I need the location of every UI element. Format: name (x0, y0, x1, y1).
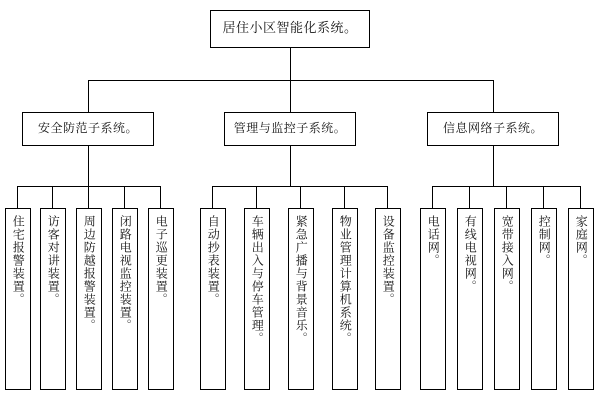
leaf-node-security-2 (40, 208, 66, 390)
connector-security-leaf4 (124, 186, 125, 208)
leaf-node-security-5-label: 电子巡更装置。 (154, 215, 169, 306)
leaf-node-management-1 (200, 208, 226, 390)
connector-management-leaf2 (256, 186, 257, 208)
connector-security-leaf1 (17, 186, 18, 208)
branch-node-security (22, 112, 154, 146)
leaf-node-management-3-label: 紧急广播与背景音乐。 (294, 215, 309, 345)
leaf-node-network-4-label: 控制网。 (537, 215, 552, 267)
leaf-node-security-3 (76, 208, 102, 390)
branch-node-network-label: 信息网络子系统。 (442, 121, 543, 136)
connector-security-leaf2 (52, 186, 53, 208)
connector-network-leaf3 (506, 186, 507, 208)
leaf-node-network-1-label: 电话网。 (426, 215, 441, 267)
leaf-node-management-4-label: 物业管理计算机系统。 (338, 215, 353, 345)
leaf-node-network-3-label: 宽带接入网。 (500, 215, 515, 293)
connector-management-leaf3 (300, 186, 301, 208)
leaf-node-management-3 (288, 208, 314, 390)
branch-node-network (427, 112, 559, 146)
branch-node-security-label: 安全防范子系统。 (37, 121, 138, 136)
leaf-node-security-3-label: 周边防越报警装置。 (82, 215, 97, 332)
leaf-node-management-5 (375, 208, 401, 390)
leaf-node-management-1-label: 自动抄表装置。 (206, 215, 221, 306)
connector-branch1-drop (88, 80, 89, 112)
leaf-node-network-5-label: 家庭网。 (574, 215, 589, 267)
connector-management-leaf5 (387, 186, 388, 208)
branch-node-management (224, 112, 356, 146)
connector-network-leaf1 (432, 186, 433, 208)
leaf-node-security-4 (112, 208, 138, 390)
connector-management-leaf4 (344, 186, 345, 208)
connector-network-stem (493, 146, 494, 186)
leaf-node-network-2-label: 有线电视网。 (463, 215, 478, 293)
leaf-node-security-2-label: 访客对讲装置。 (46, 215, 61, 306)
connector-branch3-drop (493, 80, 494, 112)
leaf-node-management-5-label: 设备监控装置。 (381, 215, 396, 306)
leaf-node-security-5 (148, 208, 174, 390)
leaf-node-network-1 (420, 208, 446, 390)
root-node (210, 10, 370, 48)
connector-security-stem (88, 146, 89, 186)
leaf-node-management-4 (332, 208, 358, 390)
connector-management-leaf1 (212, 186, 213, 208)
connector-security-leaf3 (88, 186, 89, 208)
connector-network-leaf5 (580, 186, 581, 208)
leaf-node-security-1 (5, 208, 31, 390)
connector-branch2-drop (290, 80, 291, 112)
branch-node-management-label: 管理与监控子系统。 (233, 121, 347, 136)
leaf-node-security-4-label: 闭路电视监控装置。 (118, 215, 133, 332)
leaf-node-management-2 (244, 208, 270, 390)
connector-root-stem (290, 48, 291, 80)
leaf-node-management-2-label: 车辆出入与停车管理。 (250, 215, 265, 345)
connector-management-stem (290, 146, 291, 186)
root-node-label: 居住小区智能化系统。 (222, 20, 358, 36)
leaf-node-network-4 (531, 208, 557, 390)
connector-network-leaf2 (469, 186, 470, 208)
connector-security-leaf5 (160, 186, 161, 208)
connector-network-leaf4 (543, 186, 544, 208)
leaf-node-network-2 (457, 208, 483, 390)
leaf-node-network-3 (494, 208, 520, 390)
leaf-node-security-1-label: 住宅报警装置。 (11, 215, 26, 306)
leaf-node-network-5 (568, 208, 594, 390)
